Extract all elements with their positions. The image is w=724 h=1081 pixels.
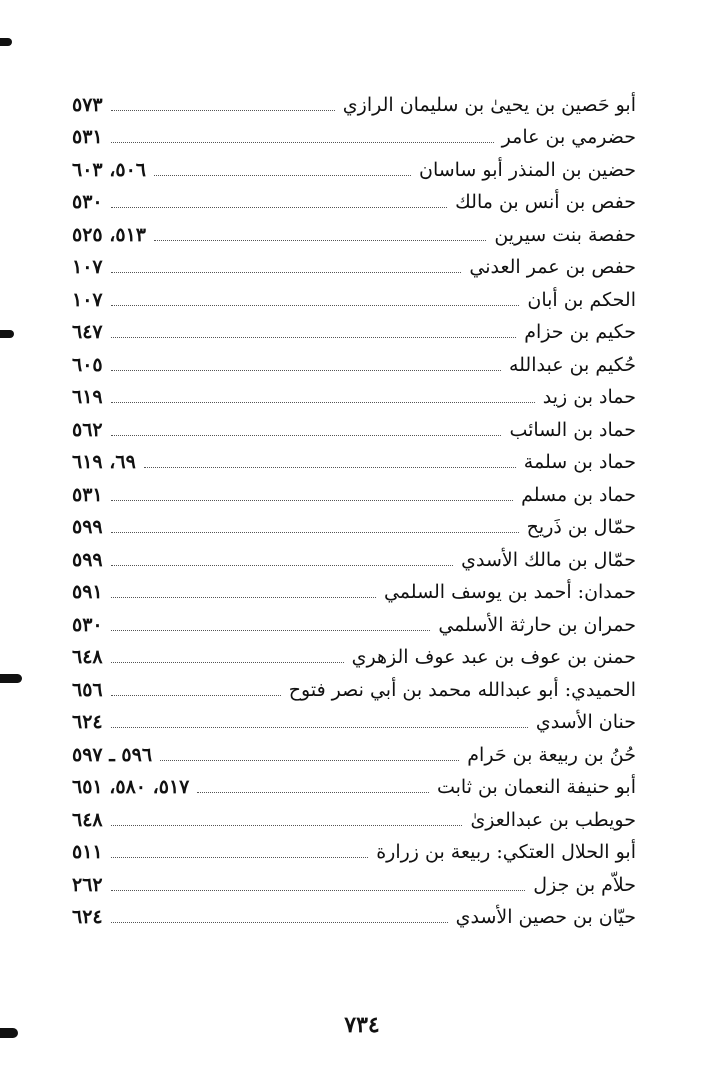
index-entry <box>72 505 636 538</box>
leader-dots <box>154 240 486 241</box>
entry-name: حمّال بن مالك الأسدي <box>461 548 636 571</box>
entry-name: حُنُ بن ربيعة بن حَرام <box>467 743 636 766</box>
entry-pages: ٥٦٢ <box>72 418 103 441</box>
entry-pages: ٦٤٨ <box>72 646 103 668</box>
entry-pages: ٥٧٣ <box>72 93 103 116</box>
leader-dots <box>111 565 454 566</box>
leader-dots <box>111 532 519 533</box>
leader-dots <box>111 922 448 923</box>
entry-name: حمنن بن عوف بن عبد عوف الزهري <box>351 646 636 668</box>
entry-pages: ١٠٧ <box>72 256 103 278</box>
scan-mark <box>0 38 12 46</box>
index-entry <box>72 765 636 798</box>
entry-pages: ٥٩٦ ـ ٥٩٧ <box>72 743 153 766</box>
index-entry <box>72 667 636 700</box>
entry-name: حفص بن عمر العدني <box>469 256 636 278</box>
entry-pages: ٦٤٧ <box>72 321 103 343</box>
index-entry <box>72 472 636 505</box>
page-number: ٧٣٤ <box>344 1012 380 1038</box>
index-entry <box>72 700 636 733</box>
index-entry <box>72 342 636 375</box>
entry-name: حماد بن مسلم <box>521 483 636 506</box>
entry-pages: ٦٢٤ <box>72 906 103 928</box>
entry-pages: ٥١٧، ٥٨٠، ٦٥١ <box>72 776 190 798</box>
leader-dots <box>111 435 502 436</box>
leader-dots <box>111 272 462 273</box>
entry-pages: ٥٣١ <box>72 126 103 148</box>
entry-pages: ٦٢٤ <box>72 711 103 733</box>
entry-name: أبو حنيفة النعمان بن ثابت <box>436 776 636 798</box>
index-entry <box>72 245 636 278</box>
entry-name: أبو حَصين بن يحيىٰ بن سليمان الرازي <box>342 93 636 116</box>
entry-name: حنان الأسدي <box>535 711 636 733</box>
entry-name: حمدان: أحمد بن يوسف السلمي <box>383 581 636 603</box>
entry-pages: ٦١٩ <box>72 386 103 408</box>
entry-pages: ٦٠٥ <box>72 353 103 376</box>
index-entry <box>72 375 636 408</box>
leader-dots <box>144 467 516 468</box>
entry-pages: ٥٠٦، ٦٠٣ <box>72 158 146 181</box>
leader-dots <box>160 760 459 761</box>
entry-pages: ٦٩، ٦١٩ <box>72 451 136 473</box>
index-entry <box>72 862 636 895</box>
leader-dots <box>111 370 501 371</box>
entry-pages: ٥٣٠ <box>72 191 103 213</box>
entry-name: الحميدي: أبو عبدالله محمد بن أبي نصر فتوح <box>288 678 636 701</box>
entry-name: الحكم بن أبان <box>527 288 636 311</box>
index-entry <box>72 277 636 310</box>
index-entry <box>72 570 636 603</box>
leader-dots <box>111 500 514 501</box>
entry-pages: ٥١٣، ٥٢٥ <box>72 223 146 246</box>
index-entry <box>72 310 636 343</box>
entry-name: حفصة بنت سيرين <box>494 223 636 246</box>
entry-pages: ١٠٧ <box>72 288 103 311</box>
index-entry <box>72 602 636 635</box>
leader-dots <box>111 662 344 663</box>
index-entry <box>72 797 636 830</box>
leader-dots <box>197 792 429 793</box>
entry-name: حمران بن حارثة الأسلمي <box>438 613 636 636</box>
leader-dots <box>111 207 448 208</box>
leader-dots <box>111 630 431 631</box>
index-entry <box>72 82 636 115</box>
entry-pages: ٢٦٢ <box>72 873 103 896</box>
entry-pages: ٥١١ <box>72 841 103 863</box>
index-entry <box>72 732 636 765</box>
entry-name: حماد بن السائب <box>509 418 636 441</box>
entry-name: حماد بن سلمة <box>523 451 636 473</box>
entry-name: حيّان بن حصين الأسدي <box>455 906 636 928</box>
leader-dots <box>111 402 535 403</box>
entry-pages: ٥٣١ <box>72 483 103 506</box>
entry-name: حويطب بن عبدالعزىٰ <box>470 808 636 831</box>
index-entry <box>72 440 636 473</box>
index-entry <box>72 212 636 245</box>
leader-dots <box>154 175 411 176</box>
scan-mark <box>0 674 22 683</box>
entry-name: حماد بن زيد <box>542 386 636 408</box>
leader-dots <box>111 857 369 858</box>
leader-dots <box>111 825 463 826</box>
leader-dots <box>111 110 335 111</box>
leader-dots <box>111 142 494 143</box>
entry-name: حضين بن المنذر أبو ساسان <box>418 158 636 181</box>
index-entry <box>72 147 636 180</box>
entry-name: حلاّم بن جزل <box>533 873 636 896</box>
scan-mark <box>0 330 14 338</box>
index-entry <box>72 830 636 863</box>
entry-name: حُكيم بن عبدالله <box>508 353 636 376</box>
leader-dots <box>111 305 520 306</box>
index-entry <box>72 537 636 570</box>
entry-pages: ٥٩٩ <box>72 548 103 571</box>
entry-pages: ٥٣٠ <box>72 613 103 636</box>
entry-name: أبو الحلال العتكي: ربيعة بن زرارة <box>376 841 636 863</box>
entry-name: حمّال بن ذَريح <box>526 516 636 538</box>
entry-pages: ٥٩٩ <box>72 516 103 538</box>
index-entry <box>72 635 636 668</box>
leader-dots <box>111 597 376 598</box>
leader-dots <box>111 337 517 338</box>
entry-name: حفص بن أنس بن مالك <box>455 191 636 213</box>
entry-name: حضرمي بن عامر <box>501 126 636 148</box>
index-entry <box>72 115 636 148</box>
entry-pages: ٦٥٦ <box>72 678 103 701</box>
index-entry <box>72 895 636 928</box>
leader-dots <box>111 727 528 728</box>
entry-pages: ٥٩١ <box>72 581 103 603</box>
index-entry <box>72 407 636 440</box>
leader-dots <box>111 695 281 696</box>
entry-pages: ٦٤٨ <box>72 808 103 831</box>
leader-dots <box>111 890 526 891</box>
entry-name: حكيم بن حزام <box>524 321 636 343</box>
index-entry <box>72 180 636 213</box>
index-list <box>72 82 636 927</box>
